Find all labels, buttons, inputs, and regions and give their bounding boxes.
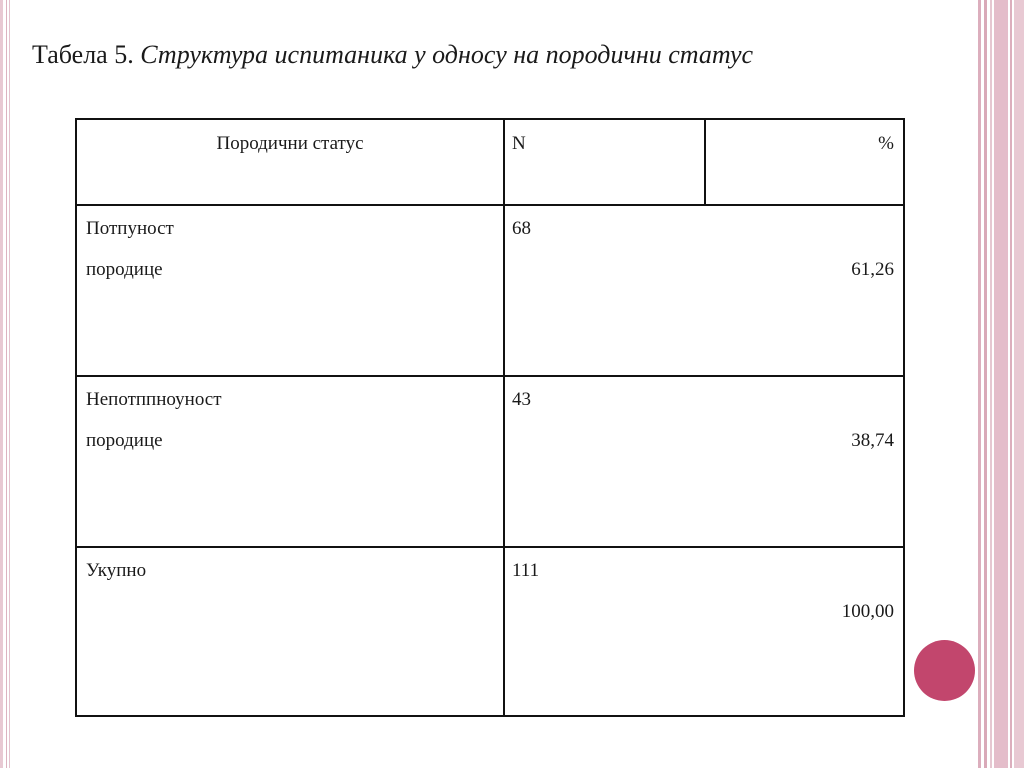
row-n-value: 43 <box>512 389 531 410</box>
row-label-line2: породице <box>86 430 163 451</box>
row-label-line2: породице <box>86 259 163 280</box>
family-status-table <box>75 118 905 717</box>
header-family-status: Породични статус <box>216 133 364 154</box>
decorative-circle <box>914 640 975 701</box>
caption-prefix: Табела 5. <box>32 40 141 69</box>
row-n-value: 111 <box>512 560 540 581</box>
right-border-stripe <box>978 0 981 768</box>
row-label-line1: Непотппноуност <box>86 389 222 410</box>
right-border-stripe <box>994 0 1008 768</box>
row-n-value: 68 <box>512 218 531 239</box>
column-divider <box>704 120 706 205</box>
row-label-line1: Укупно <box>86 560 147 581</box>
left-border-line <box>6 0 7 768</box>
caption-title: Структура испитаника у односу на породични статус <box>140 40 754 69</box>
row-divider <box>77 546 903 548</box>
row-percent-value: 38,74 <box>851 430 894 451</box>
row-divider <box>77 204 903 206</box>
header-n: N <box>512 133 526 154</box>
right-border-stripe <box>1010 0 1012 768</box>
row-percent-value: 61,26 <box>851 259 894 280</box>
right-border-stripe <box>990 0 992 768</box>
left-border-line <box>0 0 3 768</box>
row-percent-value: 100,00 <box>841 601 894 622</box>
table-caption <box>32 40 753 70</box>
left-border-line <box>9 0 10 768</box>
header-percent: % <box>878 133 894 154</box>
right-border-stripe <box>1014 0 1024 768</box>
row-label-line1: Потпуност <box>86 218 174 239</box>
right-border-stripe <box>984 0 987 768</box>
column-divider <box>503 120 505 715</box>
row-divider <box>77 375 903 377</box>
